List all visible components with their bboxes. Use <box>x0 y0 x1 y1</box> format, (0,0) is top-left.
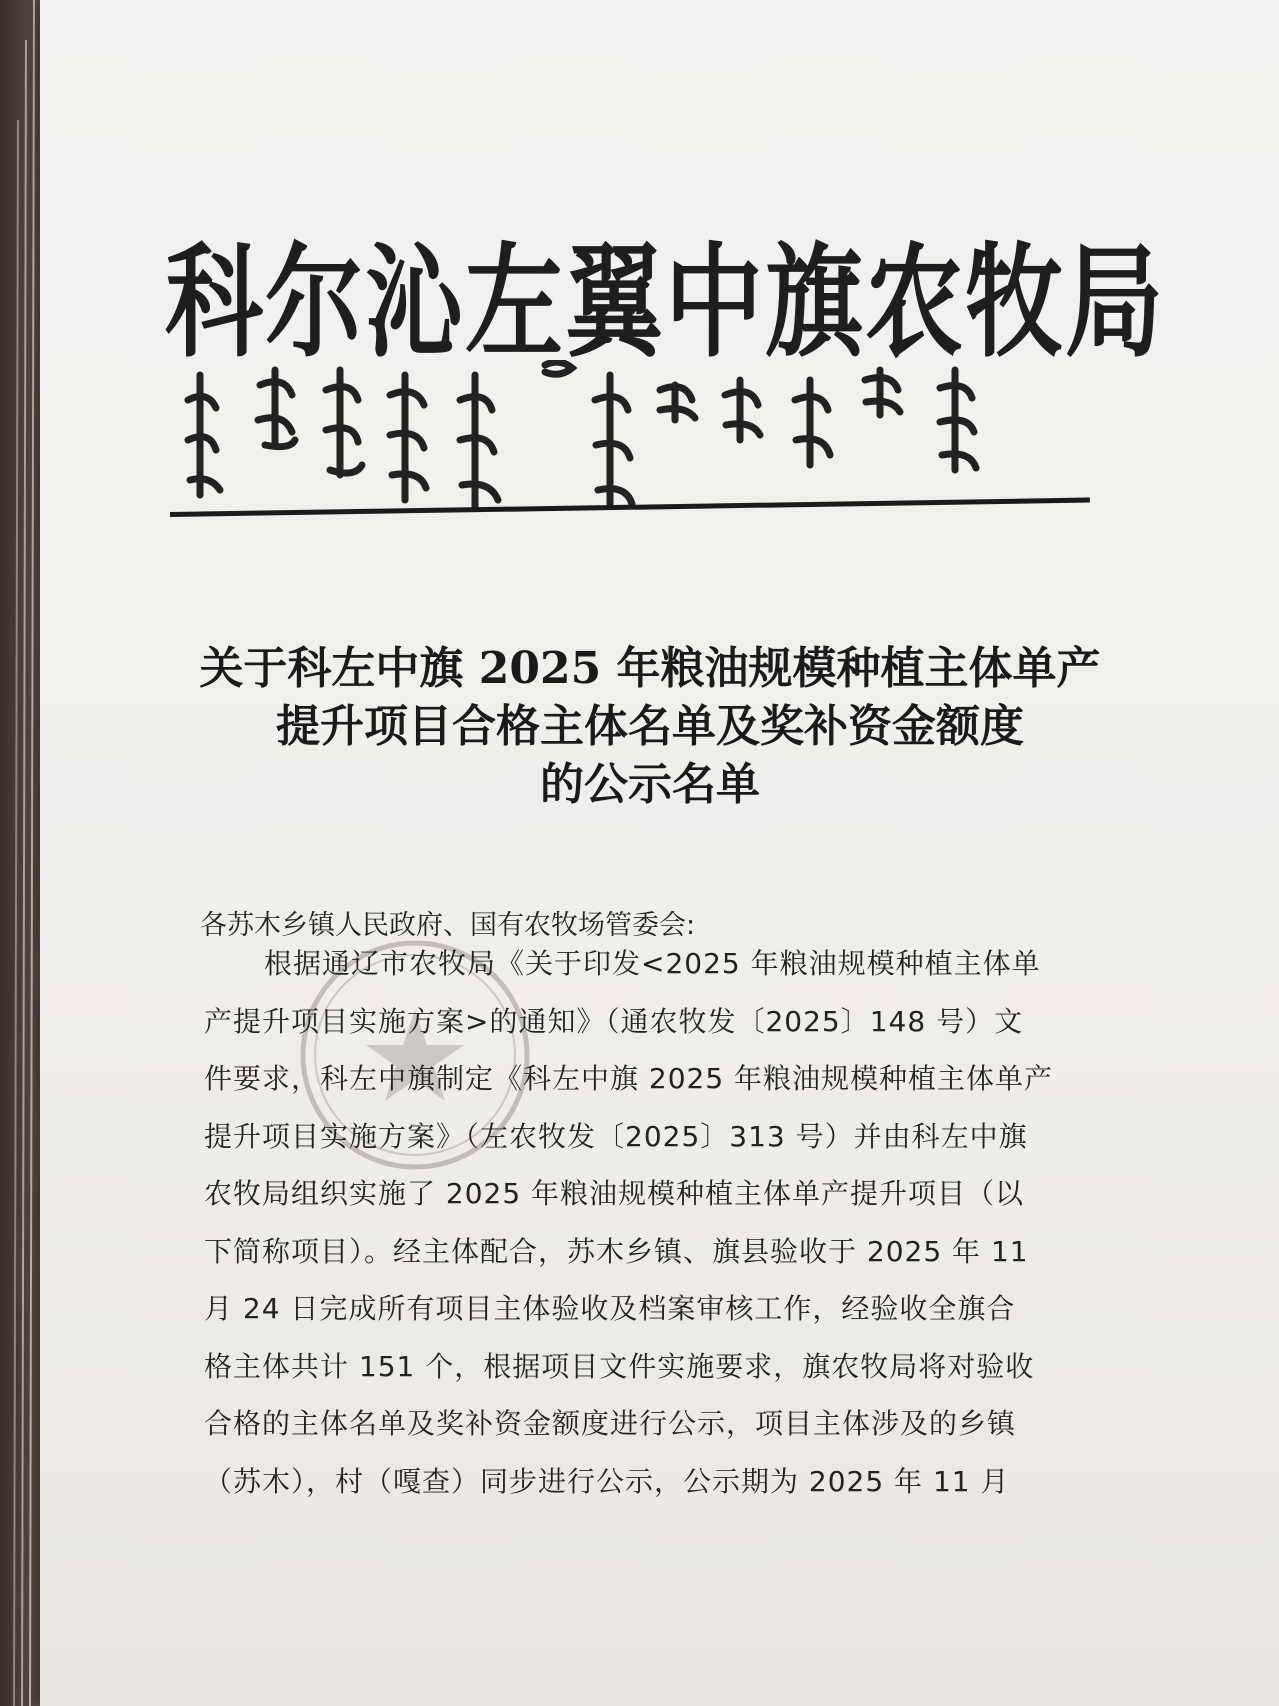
document-title <box>150 640 1150 814</box>
body-line: （苏木），村（嘎查）同步进行公示，公示期为 2025 年 11 月 <box>204 1464 1010 1498</box>
body-line: 下简称项目）。经主体配合，苏木乡镇、旗县验收于 2025 年 11 <box>204 1234 1029 1268</box>
stacked-page-edges <box>4 0 44 1706</box>
body-line: 根据通辽市农牧局《关于印发<2025 年粮油规模种植主体单 <box>264 947 1041 980</box>
title-line: 的公示名单 <box>540 759 760 810</box>
body-line: 产提升项目实施方案>的通知》（通农牧发〔2025〕148 号）文 <box>204 1004 1024 1038</box>
letterhead-chinese: 科尔沁左翼中旗农牧局 <box>165 232 1166 375</box>
letterhead-mongolian-script <box>180 360 1060 510</box>
title-line: 提升项目合格主体名单及奖补资金额度 <box>276 701 1024 752</box>
salutation: 各苏木乡镇人民政府、国有农牧场管委会: <box>200 910 696 941</box>
body-line: 农牧局组织实施了 2025 年粮油规模种植主体单产提升项目（以 <box>204 1177 1025 1210</box>
body-line: 提升项目实施方案》（左农牧发〔2025〕313 号）并由科左中旗 <box>204 1119 1028 1153</box>
body-line: 月 24 日完成所有项目主体验收及档案审核工作，经验收全旗合 <box>204 1292 1016 1325</box>
body-line: 件要求，科左中旗制定《科左中旗 2025 年粮油规模种植主体单产 <box>204 1062 1054 1095</box>
body-line: 合格的主体名单及奖补资金额度进行公示，项目主体涉及的乡镇 <box>204 1407 1017 1440</box>
body-line: 格主体共计 151 个，根据项目文件实施要求，旗农牧局将对验收 <box>204 1349 1035 1383</box>
document-body <box>204 935 1094 1510</box>
title-line: 关于科左中旗 2025 年粮油规模种植主体单产 <box>199 643 1101 694</box>
